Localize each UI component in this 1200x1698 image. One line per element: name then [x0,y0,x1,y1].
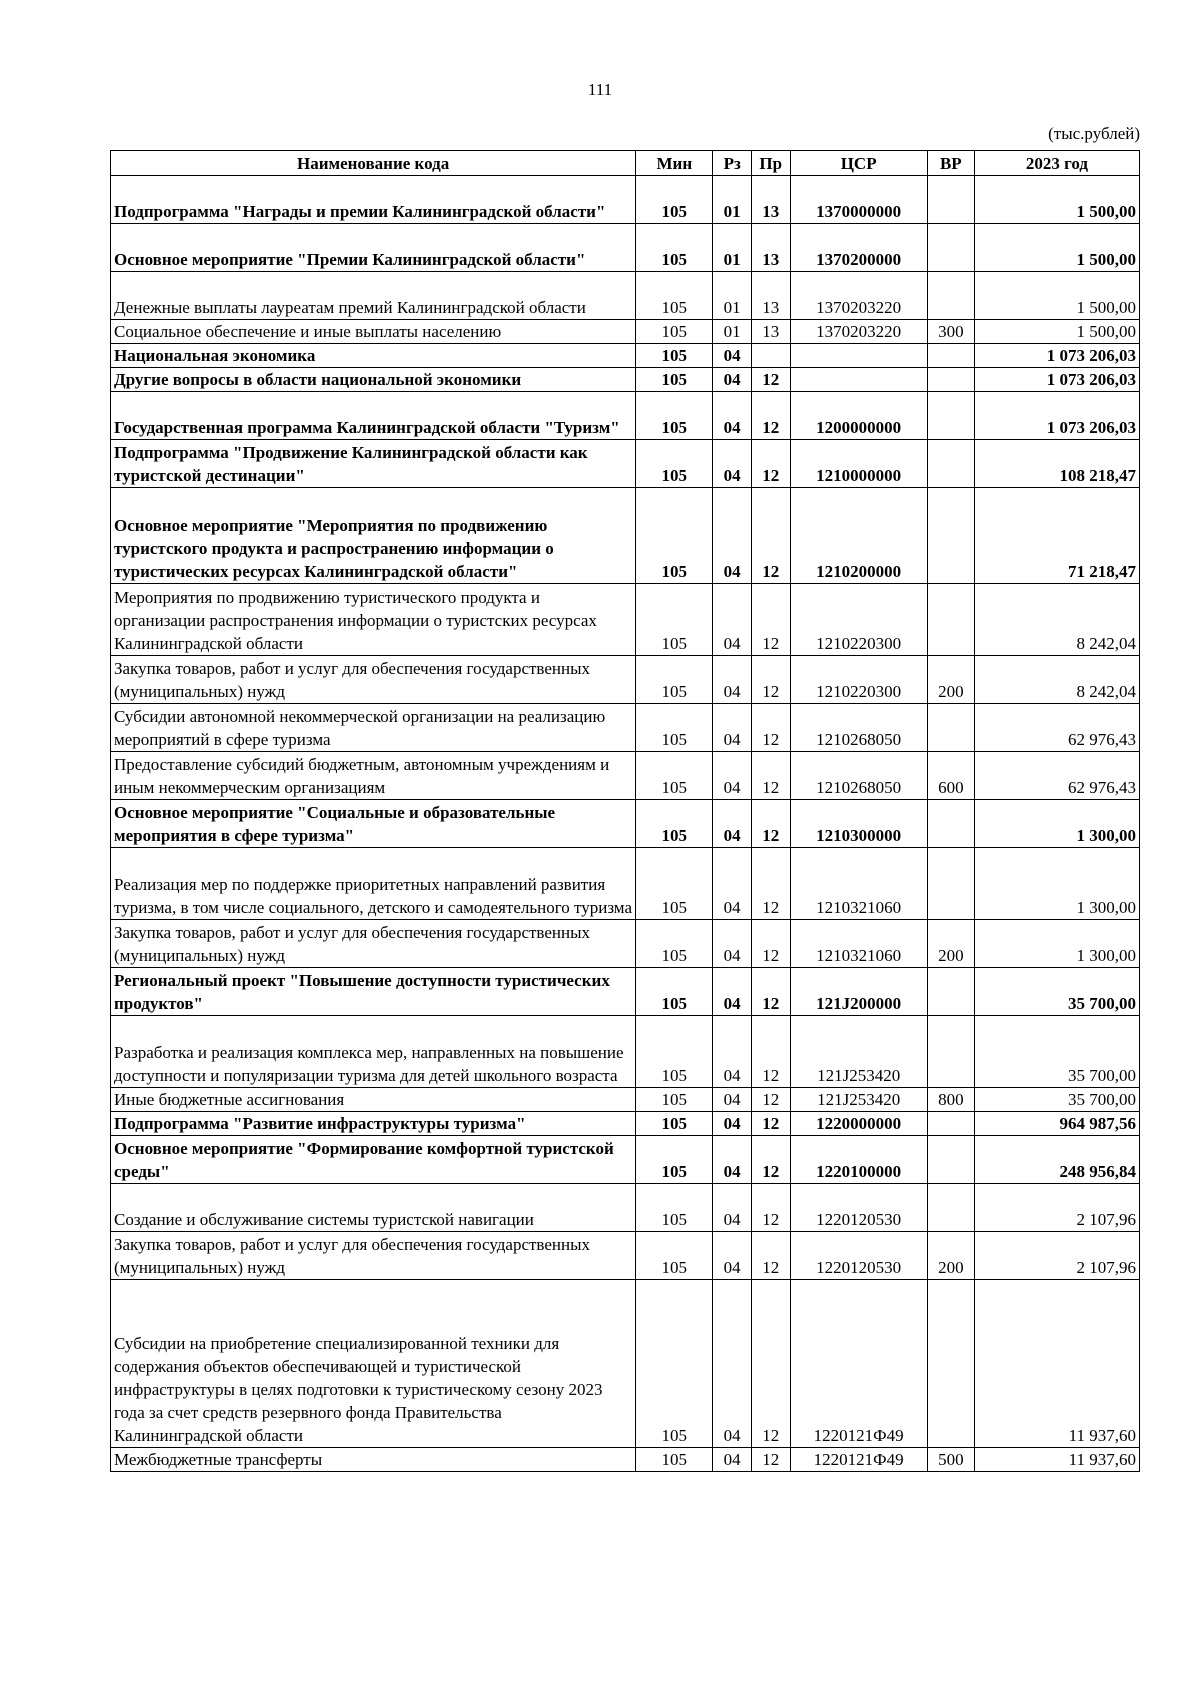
cell-rz: 04 [713,1136,752,1184]
units-label: (тыс.рублей) [1048,124,1140,143]
cell-csr: 1210200000 [790,488,927,584]
cell-csr: 1220120530 [790,1232,927,1280]
cell-vr: 800 [927,1088,974,1112]
cell-csr [790,344,927,368]
cell-csr: 121J253420 [790,1016,927,1088]
cell-name: Денежные выплаты лауреатам премий Калининградской области [111,272,636,320]
cell-pr: 12 [751,920,790,968]
cell-amount: 1 300,00 [974,800,1139,848]
header-min: Мин [636,151,713,176]
page-number: 111 [587,80,613,99]
cell-pr: 12 [751,752,790,800]
cell-rz: 01 [713,224,752,272]
cell-pr [751,344,790,368]
cell-amount: 71 218,47 [974,488,1139,584]
cell-amount: 1 500,00 [974,272,1139,320]
cell-amount: 35 700,00 [974,1016,1139,1088]
cell-rz: 01 [713,272,752,320]
cell-csr: 121J253420 [790,1088,927,1112]
cell-amount: 62 976,43 [974,704,1139,752]
cell-rz: 04 [713,800,752,848]
cell-vr [927,272,974,320]
cell-csr: 1370200000 [790,224,927,272]
cell-csr: 1220121Ф49 [790,1448,927,1472]
cell-vr: 300 [927,320,974,344]
header-vr: ВР [927,151,974,176]
cell-name: Региональный проект "Повышение доступности туристических продуктов" [111,968,636,1016]
header-name: Наименование кода [111,151,636,176]
cell-pr: 12 [751,1016,790,1088]
cell-pr: 12 [751,1136,790,1184]
cell-vr: 200 [927,656,974,704]
cell-amount: 62 976,43 [974,752,1139,800]
budget-table [110,150,1140,1472]
cell-amount: 11 937,60 [974,1448,1139,1472]
cell-csr: 1200000000 [790,392,927,440]
cell-amount: 1 073 206,03 [974,368,1139,392]
cell-min: 105 [636,1280,713,1448]
cell-csr: 1220100000 [790,1136,927,1184]
cell-pr: 12 [751,848,790,920]
cell-pr: 12 [751,1088,790,1112]
cell-amount: 1 073 206,03 [974,344,1139,368]
cell-vr [927,1112,974,1136]
table-row [111,1280,1140,1448]
cell-vr [927,392,974,440]
cell-vr: 600 [927,752,974,800]
cell-min: 105 [636,488,713,584]
cell-pr: 12 [751,1448,790,1472]
table-row [111,488,1140,584]
cell-vr: 200 [927,920,974,968]
cell-min: 105 [636,656,713,704]
cell-pr: 12 [751,656,790,704]
cell-pr: 12 [751,488,790,584]
cell-vr [927,488,974,584]
cell-name: Закупка товаров, работ и услуг для обеспечения государственных (муниципальных) нужд [111,656,636,704]
cell-rz: 04 [713,368,752,392]
cell-csr: 121J200000 [790,968,927,1016]
cell-min: 105 [636,752,713,800]
cell-name: Государственная программа Калининградской области "Туризм" [111,392,636,440]
cell-min: 105 [636,584,713,656]
cell-pr: 12 [751,1280,790,1448]
cell-pr: 12 [751,440,790,488]
header-pr: Пр [751,151,790,176]
cell-csr [790,368,927,392]
cell-min: 105 [636,368,713,392]
cell-pr: 12 [751,704,790,752]
cell-vr [927,368,974,392]
cell-name: Реализация мер по поддержке приоритетных направлений развития туризма, в том числе социального, детского и самодеятельного туризма [111,848,636,920]
cell-pr: 13 [751,224,790,272]
cell-min: 105 [636,1016,713,1088]
cell-min: 105 [636,440,713,488]
cell-rz: 04 [713,1088,752,1112]
cell-name: Межбюджетные трансферты [111,1448,636,1472]
cell-min: 105 [636,1232,713,1280]
cell-vr [927,1184,974,1232]
cell-pr: 12 [751,392,790,440]
cell-name: Субсидии автономной некоммерческой организации на реализацию мероприятий в сфере туризма [111,704,636,752]
table-row [111,800,1140,848]
cell-csr: 1210268050 [790,704,927,752]
cell-pr: 12 [751,1232,790,1280]
cell-pr: 12 [751,584,790,656]
cell-amount: 2 107,96 [974,1232,1139,1280]
cell-rz: 04 [713,752,752,800]
cell-name: Мероприятия по продвижению туристического продукта и организации распространения информации о туристских ресурсах Калининградской области [111,584,636,656]
cell-min: 105 [636,224,713,272]
cell-vr [927,224,974,272]
cell-vr [927,968,974,1016]
table-row [111,440,1140,488]
cell-rz: 04 [713,1016,752,1088]
cell-csr: 1220120530 [790,1184,927,1232]
table-row [111,224,1140,272]
table-row [111,1112,1140,1136]
cell-name: Национальная экономика [111,344,636,368]
cell-rz: 04 [713,920,752,968]
cell-rz: 04 [713,440,752,488]
cell-min: 105 [636,272,713,320]
cell-amount: 8 242,04 [974,584,1139,656]
cell-name: Подпрограмма "Развитие инфраструктуры туризма" [111,1112,636,1136]
table-row [111,320,1140,344]
cell-pr: 12 [751,368,790,392]
cell-min: 105 [636,1088,713,1112]
cell-pr: 12 [751,968,790,1016]
table-row [111,920,1140,968]
cell-name: Другие вопросы в области национальной экономики [111,368,636,392]
cell-rz: 04 [713,1184,752,1232]
cell-csr: 1370203220 [790,272,927,320]
cell-name: Иные бюджетные ассигнования [111,1088,636,1112]
cell-rz: 04 [713,488,752,584]
cell-rz: 04 [713,1280,752,1448]
cell-vr [927,848,974,920]
cell-name: Социальное обеспечение и иные выплаты населению [111,320,636,344]
cell-name: Создание и обслуживание системы туристской навигации [111,1184,636,1232]
cell-pr: 12 [751,1112,790,1136]
cell-csr: 1220000000 [790,1112,927,1136]
cell-name: Основное мероприятие "Социальные и образовательные мероприятия в сфере туризма" [111,800,636,848]
cell-csr: 1370203220 [790,320,927,344]
cell-csr: 1210000000 [790,440,927,488]
cell-rz: 01 [713,176,752,224]
cell-amount: 2 107,96 [974,1184,1139,1232]
cell-name: Разработка и реализация комплекса мер, направленных на повышение доступности и популяризации туризма для детей школьного возраста [111,1016,636,1088]
cell-min: 105 [636,176,713,224]
cell-amount: 1 500,00 [974,176,1139,224]
table-row [111,1088,1140,1112]
cell-min: 105 [636,344,713,368]
cell-csr: 1220121Ф49 [790,1280,927,1448]
cell-rz: 01 [713,320,752,344]
table-row [111,752,1140,800]
table-row [111,344,1140,368]
cell-amount: 35 700,00 [974,968,1139,1016]
cell-pr: 13 [751,272,790,320]
cell-rz: 04 [713,1112,752,1136]
cell-amount: 1 500,00 [974,320,1139,344]
cell-amount: 248 956,84 [974,1136,1139,1184]
cell-vr [927,704,974,752]
cell-rz: 04 [713,848,752,920]
cell-pr: 13 [751,320,790,344]
cell-min: 105 [636,1184,713,1232]
cell-name: Основное мероприятие "Мероприятия по продвижению туристского продукта и распространению информации о туристических ресурсах Калининградской области" [111,488,636,584]
header-amount: 2023 год [974,151,1139,176]
cell-vr [927,1280,974,1448]
cell-name: Закупка товаров, работ и услуг для обеспечения государственных (муниципальных) нужд [111,920,636,968]
cell-amount: 8 242,04 [974,656,1139,704]
cell-csr: 1210321060 [790,920,927,968]
cell-min: 105 [636,392,713,440]
cell-csr: 1210220300 [790,656,927,704]
header-csr: ЦСР [790,151,927,176]
cell-min: 105 [636,800,713,848]
cell-name: Подпрограмма "Продвижение Калининградской области как туристской дестинации" [111,440,636,488]
cell-pr: 12 [751,800,790,848]
table-row [111,392,1140,440]
cell-amount: 964 987,56 [974,1112,1139,1136]
cell-min: 105 [636,1112,713,1136]
cell-rz: 04 [713,704,752,752]
cell-csr: 1210268050 [790,752,927,800]
cell-vr [927,1016,974,1088]
cell-name: Подпрограмма "Награды и премии Калининградской области" [111,176,636,224]
cell-min: 105 [636,1136,713,1184]
cell-rz: 04 [713,1448,752,1472]
cell-csr: 1210300000 [790,800,927,848]
cell-amount: 108 218,47 [974,440,1139,488]
cell-csr: 1210321060 [790,848,927,920]
table-header [111,151,1140,176]
table-row [111,1136,1140,1184]
cell-name: Основное мероприятие "Формирование комфортной туристской среды" [111,1136,636,1184]
cell-vr [927,800,974,848]
cell-csr: 1370000000 [790,176,927,224]
cell-rz: 04 [713,656,752,704]
table-row [111,1016,1140,1088]
table-row [111,584,1140,656]
table-row [111,656,1140,704]
cell-min: 105 [636,920,713,968]
cell-min: 105 [636,968,713,1016]
cell-rz: 04 [713,584,752,656]
table-row [111,1448,1140,1472]
table-row [111,1184,1140,1232]
cell-amount: 11 937,60 [974,1280,1139,1448]
table-row [111,1232,1140,1280]
cell-rz: 04 [713,392,752,440]
table-row [111,176,1140,224]
cell-name: Основное мероприятие "Премии Калининградской области" [111,224,636,272]
table-row [111,368,1140,392]
cell-vr [927,176,974,224]
cell-rz: 04 [713,968,752,1016]
cell-vr [927,440,974,488]
cell-amount: 1 300,00 [974,920,1139,968]
cell-min: 105 [636,1448,713,1472]
table-row [111,968,1140,1016]
cell-amount: 1 300,00 [974,848,1139,920]
cell-rz: 04 [713,344,752,368]
cell-min: 105 [636,320,713,344]
header-rz: Рз [713,151,752,176]
cell-vr: 500 [927,1448,974,1472]
cell-vr [927,344,974,368]
table-row [111,272,1140,320]
cell-vr: 200 [927,1232,974,1280]
table-row [111,848,1140,920]
cell-name: Закупка товаров, работ и услуг для обеспечения государственных (муниципальных) нужд [111,1232,636,1280]
cell-name: Субсидии на приобретение специализированной техники для содержания объектов обеспечивающей и туристической инфраструктуры в целях подготовки к туристическому сезону 2023 года за счет средств резервного фонда Правительства Калининградской области [111,1280,636,1448]
cell-pr: 13 [751,176,790,224]
cell-amount: 1 073 206,03 [974,392,1139,440]
cell-amount: 35 700,00 [974,1088,1139,1112]
cell-rz: 04 [713,1232,752,1280]
cell-min: 105 [636,704,713,752]
cell-vr [927,584,974,656]
table-row [111,704,1140,752]
cell-min: 105 [636,848,713,920]
cell-amount: 1 500,00 [974,224,1139,272]
cell-csr: 1210220300 [790,584,927,656]
cell-pr: 12 [751,1184,790,1232]
cell-name: Предоставление субсидий бюджетным, автономным учреждениям и иным некоммерческим организациям [111,752,636,800]
cell-vr [927,1136,974,1184]
